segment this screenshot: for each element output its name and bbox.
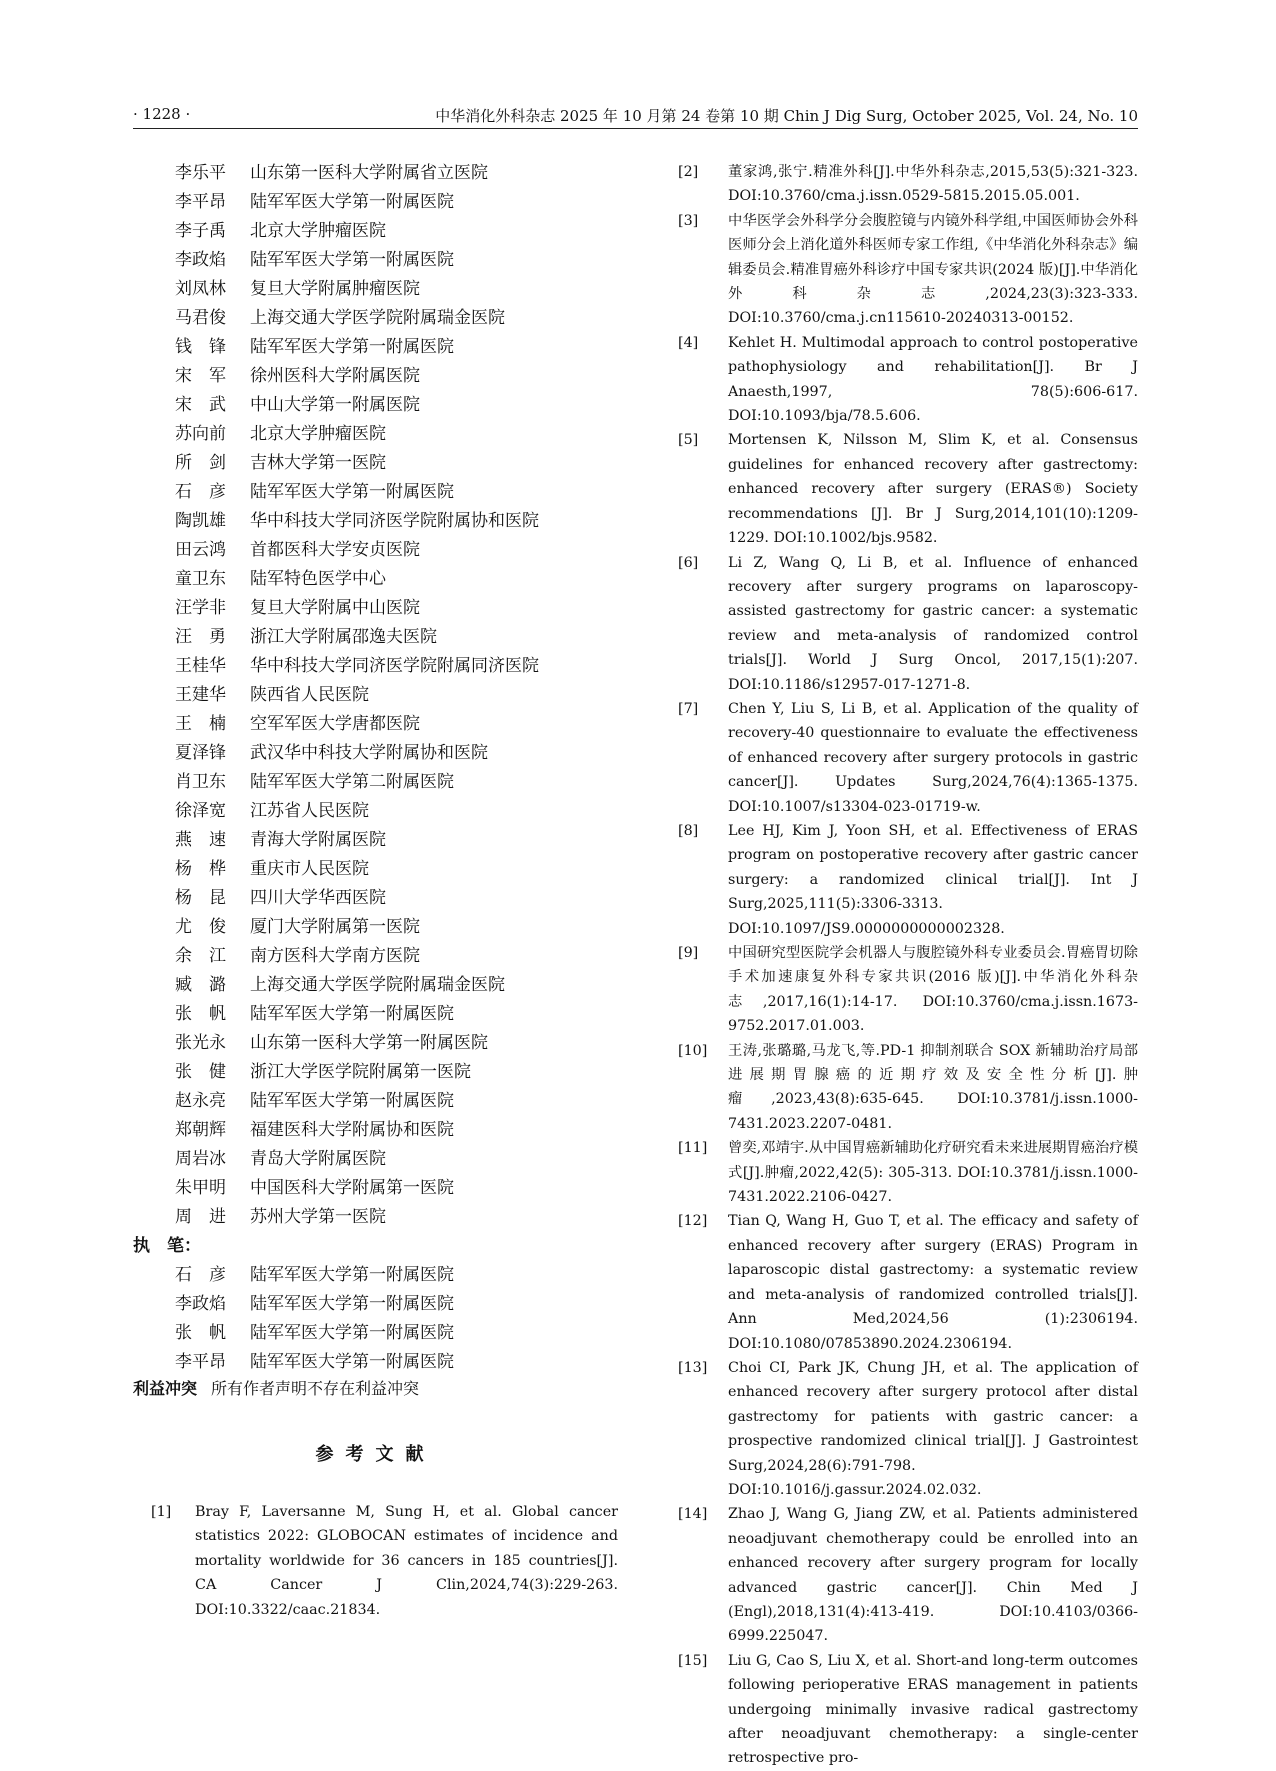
reference-text: 董家鸿,张宁.精准外科[J].中华外科杂志,2015,53(5):321-323. DOI:10.3760/cma.j.issn.0529-5815.2015.05.001. <box>728 164 1138 205</box>
member-affiliation: 厦门大学附属第一医院 <box>250 917 420 937</box>
reference-list-right <box>662 160 1138 1771</box>
member-name: 石 彦 <box>175 1265 226 1285</box>
reference-text: Bray F, Laversanne M, Sung H, et al. Global cancer statistics 2022: GLOBOCAN estimates of incidence and mortality worldwide for 36 cancers in 185 countries[J]. CA Cancer J Clin,2024,74(3):229-263. DOI:10.3322/caac.21834. <box>195 1504 618 1618</box>
member-affiliation: 陆军军医大学第一附属医院 <box>250 1352 454 1372</box>
member-name: 臧 潞 <box>175 975 226 995</box>
member-row <box>133 680 618 709</box>
member-row <box>133 622 618 651</box>
reference-number: [4] <box>678 334 699 351</box>
member-row <box>133 1289 618 1318</box>
reference-number: [14] <box>678 1506 708 1523</box>
reference-number: [10] <box>678 1042 708 1059</box>
member-row <box>133 767 618 796</box>
reference-item <box>662 1136 1138 1209</box>
member-affiliation: 华中科技大学同济医学院附属协和医院 <box>250 511 539 531</box>
reference-number: [2] <box>678 164 699 180</box>
reference-text: Liu G, Cao S, Liu X, et al. Short-and long-term outcomes following perioperative ERAS management in patients undergoing minimally invasive radical gastrectomy after neoadjuvant chemotherapy: a single-center retrospective pro- <box>728 1652 1138 1767</box>
reference-text: Choi CI, Park JK, Chung JH, et al. The application of enhanced recovery after surgery protocol after distal gastrectomy for patients with gastric cancer: a prospective randomized clinical trial[J]. J Gastrointest Surg,2024,28(6):791-798. DOI:10.1016/j.gassur.2024.02.032. <box>728 1359 1138 1498</box>
member-name: 朱甲明 <box>175 1178 226 1198</box>
member-affiliation: 武汉华中科技大学附属协和医院 <box>250 743 488 763</box>
member-affiliation: 浙江大学附属邵逸夫医院 <box>250 627 437 647</box>
conflict-label: 利益冲突 <box>133 1379 198 1398</box>
reference-item <box>662 1209 1138 1355</box>
reference-text: 中国研究型医院学会机器人与腹腔镜外科专业委员会.胃癌胃切除手术加速康复外科专家共识(2016 版)[J].中华消化外科杂志,2017,16(1):14-17. DOI:10.3760/cma.j.issn.1673-9752.2017.01.003. <box>728 945 1138 1035</box>
member-row <box>133 419 618 448</box>
member-name: 李平昂 <box>175 1352 226 1372</box>
member-row <box>133 1057 618 1086</box>
member-name: 燕 速 <box>175 830 226 850</box>
member-row <box>133 999 618 1028</box>
member-name: 张 帆 <box>175 1323 226 1343</box>
member-affiliation: 福建医科大学附属协和医院 <box>250 1120 454 1140</box>
member-name: 石 彦 <box>175 482 226 502</box>
member-name: 余 江 <box>175 946 226 966</box>
member-name: 马君俊 <box>175 308 226 328</box>
member-name: 钱 锋 <box>175 337 226 357</box>
member-name: 所 剑 <box>175 453 226 473</box>
member-affiliation: 中国医科大学附属第一医院 <box>250 1178 454 1198</box>
member-affiliation: 徐州医科大学附属医院 <box>250 366 420 386</box>
reference-text: 曾奕,邓靖宇.从中国胃癌新辅助化疗研究看未来进展期胃癌治疗模式[J].肿瘤,2022,42(5): 305-313. DOI:10.3781/j.issn.1000-7431.2022.2106-0427. <box>728 1140 1138 1206</box>
member-affiliation: 青岛大学附属医院 <box>250 1149 386 1169</box>
member-affiliation: 陆军军医大学第一附属医院 <box>250 1323 454 1343</box>
member-affiliation: 空军军医大学唐都医院 <box>250 714 420 734</box>
member-row <box>133 1028 618 1057</box>
member-row <box>133 912 618 941</box>
member-name: 汪学非 <box>175 598 226 618</box>
member-affiliation: 陆军军医大学第一附属医院 <box>250 250 454 270</box>
member-row <box>133 709 618 738</box>
member-row <box>133 564 618 593</box>
member-name: 张 健 <box>175 1062 226 1082</box>
member-name: 周 进 <box>175 1207 226 1227</box>
reference-item <box>662 697 1138 819</box>
member-name: 张 帆 <box>175 1004 226 1024</box>
reference-number: [8] <box>678 822 699 839</box>
member-row <box>133 303 618 332</box>
member-name: 张光永 <box>175 1033 226 1053</box>
member-affiliation: 浙江大学医学院附属第一医院 <box>250 1062 471 1082</box>
reference-text: Tian Q, Wang H, Guo T, et al. The efficacy and safety of enhanced recovery after surgery (ERAS) Program in laparoscopic distal gastrectomy: a systematic review and meta-analysis of randomized controlled trials[J]. Ann Med,2024,56 (1):2306194. DOI:10.1080/07853890.2024.2306194. <box>728 1213 1138 1352</box>
member-affiliation: 重庆市人民医院 <box>250 859 369 879</box>
member-row <box>133 390 618 419</box>
reference-text: Mortensen K, Nilsson M, Slim K, et al. Consensus guidelines for enhanced recovery after gastrectomy: enhanced recovery after surgery (ERAS®) Society recommendations [J]. Br J Surg,2014,101(10):1209-1229. DOI:10.1002/bjs.9582. <box>728 432 1138 547</box>
reference-number: [13] <box>678 1359 708 1376</box>
reference-number: [5] <box>678 432 699 449</box>
reference-text: Lee HJ, Kim J, Yoon SH, et al. Effectiveness of ERAS program on postoperative recovery after gastric cancer surgery: a randomized clinical trial[J]. Int J Surg,2025,111(5):3306-3313. DOI:10.1097/JS9.0000000000002328. <box>728 822 1138 937</box>
member-name: 李政焰 <box>175 1294 226 1314</box>
member-affiliation: 上海交通大学医学院附属瑞金医院 <box>250 975 505 995</box>
member-name: 杨 昆 <box>175 888 226 908</box>
member-row <box>133 158 618 187</box>
reference-text: 王涛,张璐璐,马龙飞,等.PD-1 抑制剂联合 SOX 新辅助治疗局部进展期胃腺癌的近期疗效及安全性分析[J].肿瘤,2023,43(8):635-645. DOI:10.3781/j.issn.1000-7431.2023.2207-0481. <box>728 1042 1138 1132</box>
reference-number: [6] <box>678 554 699 571</box>
member-row <box>133 1318 618 1347</box>
member-row <box>133 883 618 912</box>
right-column <box>662 160 1138 1771</box>
member-row <box>133 796 618 825</box>
reference-text: Li Z, Wang Q, Li B, et al. Influence of enhanced recovery after surgery programs on laparoscopy-assisted gastrectomy for gastric cancer: a systematic review and meta-analysis of randomized control trials[J]. World J Surg Oncol, 2017,15(1):207. DOI:10.1186/s12957-017-1271-8. <box>728 554 1138 693</box>
member-affiliation: 青海大学附属医院 <box>250 830 386 850</box>
member-row <box>133 332 618 361</box>
reference-number: [1] <box>151 1504 172 1520</box>
member-affiliation: 北京大学肿瘤医院 <box>250 221 386 241</box>
member-name: 杨 桦 <box>175 859 226 879</box>
member-row <box>133 535 618 564</box>
member-affiliation: 陆军军医大学第一附属医院 <box>250 1091 454 1111</box>
member-name: 赵永亮 <box>175 1091 226 1111</box>
member-affiliation: 首都医科大学安贞医院 <box>250 540 420 560</box>
member-name: 肖卫东 <box>175 772 226 792</box>
reference-item <box>133 1500 618 1622</box>
member-affiliation: 四川大学华西医院 <box>250 888 386 908</box>
member-affiliation: 陆军军医大学第二附属医院 <box>250 772 454 792</box>
committee-member-list <box>133 158 618 1231</box>
member-row <box>133 1260 618 1289</box>
member-name: 田云鸿 <box>175 540 226 560</box>
conflict-text: 所有作者声明不存在利益冲突 <box>211 1379 420 1398</box>
member-row <box>133 651 618 680</box>
member-affiliation: 中山大学第一附属医院 <box>250 395 420 415</box>
member-affiliation: 陆军军医大学第一附属医院 <box>250 1004 454 1024</box>
reference-item <box>662 331 1138 429</box>
member-row <box>133 361 618 390</box>
reference-item <box>662 819 1138 941</box>
reference-item <box>662 428 1138 550</box>
page-number: · 1228 · <box>133 105 191 123</box>
member-row <box>133 477 618 506</box>
reference-item <box>662 209 1138 331</box>
reference-number: [9] <box>678 945 699 961</box>
member-row <box>133 593 618 622</box>
member-affiliation: 陆军军医大学第一附属医院 <box>250 192 454 212</box>
member-affiliation: 南方医科大学南方医院 <box>250 946 420 966</box>
member-affiliation: 山东第一医科大学第一附属医院 <box>250 1033 488 1053</box>
left-column <box>133 158 618 1622</box>
reference-number: [7] <box>678 700 699 717</box>
member-row <box>133 1115 618 1144</box>
member-row <box>133 1144 618 1173</box>
member-affiliation: 吉林大学第一医院 <box>250 453 386 473</box>
member-affiliation: 陆军军医大学第一附属医院 <box>250 1294 454 1314</box>
member-name: 王 楠 <box>175 714 226 734</box>
member-row <box>133 1173 618 1202</box>
reference-text: Kehlet H. Multimodal approach to control postoperative pathophysiology and rehabilitation[J]. Br J Anaesth,1997, 78(5):606-617. DOI:10.1093/bja/78.5.606. <box>728 334 1138 425</box>
journal-running-head: 中华消化外科杂志 2025 年 10 月第 24 卷第 10 期 Chin J Dig Surg, October 2025, Vol. 24, No. 10 <box>435 107 1138 125</box>
member-affiliation: 北京大学肿瘤医院 <box>250 424 386 444</box>
member-affiliation: 上海交通大学医学院附属瑞金医院 <box>250 308 505 328</box>
reference-item <box>662 1502 1138 1648</box>
member-row <box>133 970 618 999</box>
reference-item <box>662 941 1138 1039</box>
member-name: 宋 军 <box>175 366 226 386</box>
reference-number: [12] <box>678 1213 708 1230</box>
member-row <box>133 506 618 535</box>
member-row <box>133 941 618 970</box>
member-name: 李子禹 <box>175 221 226 241</box>
member-name: 童卫东 <box>175 569 226 589</box>
member-name: 汪 勇 <box>175 627 226 647</box>
reference-item <box>662 1356 1138 1502</box>
member-row <box>133 448 618 477</box>
member-name: 夏泽锋 <box>175 743 226 763</box>
member-name: 徐泽宽 <box>175 801 226 821</box>
member-affiliation: 苏州大学第一医院 <box>250 1207 386 1227</box>
reference-number: [3] <box>678 212 699 229</box>
member-affiliation: 陆军军医大学第一附属医院 <box>250 482 454 502</box>
reference-item <box>662 160 1138 209</box>
page-header <box>133 103 1138 129</box>
member-row <box>133 825 618 854</box>
member-row <box>133 1086 618 1115</box>
member-name: 王建华 <box>175 685 226 705</box>
conflict-of-interest <box>133 1376 618 1408</box>
reference-item <box>662 551 1138 697</box>
member-affiliation: 陕西省人民医院 <box>250 685 369 705</box>
member-affiliation: 江苏省人民医院 <box>250 801 369 821</box>
member-row <box>133 187 618 216</box>
member-row <box>133 1202 618 1231</box>
header-rule <box>133 128 1138 129</box>
member-name: 尤 俊 <box>175 917 226 937</box>
member-name: 周岩冰 <box>175 1149 226 1169</box>
member-name: 陶凯雄 <box>175 511 226 531</box>
reference-list-left <box>133 1500 618 1622</box>
member-affiliation: 陆军军医大学第一附属医院 <box>250 337 454 357</box>
member-row <box>133 245 618 274</box>
member-affiliation: 复旦大学附属肿瘤医院 <box>250 279 420 299</box>
member-row <box>133 1347 618 1376</box>
reference-item <box>662 1649 1138 1771</box>
member-affiliation: 陆军特色医学中心 <box>250 569 386 589</box>
writer-list <box>133 1260 618 1376</box>
member-row <box>133 274 618 303</box>
reference-number: [11] <box>678 1140 708 1157</box>
writers-label: 执 笔： <box>133 1236 201 1256</box>
reference-text: Zhao J, Wang G, Jiang ZW, et al. Patients administered neoadjuvant chemotherapy could be enrolled into an enhanced recovery after surgery program for locally advanced gastric cancer[J]. Chin Med J (Engl),2018,131(4):413-419. DOI:10.4103/0366-6999.225047. <box>728 1506 1138 1645</box>
member-affiliation: 陆军军医大学第一附属医院 <box>250 1265 454 1285</box>
member-name: 苏向前 <box>175 424 226 444</box>
reference-text: Chen Y, Liu S, Li B, et al. Application of the quality of recovery-40 questionnaire to evaluate the effectiveness of enhanced recovery after surgery protocols in gastric cancer[J]. Updates Surg,2024,76(4):1365-1375. DOI:10.1007/s13304-023-01719-w. <box>728 700 1138 815</box>
member-affiliation: 华中科技大学同济医学院附属同济医院 <box>250 656 539 676</box>
reference-text: 中华医学会外科学分会腹腔镜与内镜外科学组,中国医师协会外科医师分会上消化道外科医师专家工作组,《中华消化外科杂志》编辑委员会.精准胃癌外科诊疗中国专家共识(2024 版)[J].中华消化外科杂志,2024,23(3):323-333. DOI:10.3760/cma.j.cn115610-20240313-00152. <box>728 212 1138 327</box>
member-name: 李乐平 <box>175 163 226 183</box>
member-row <box>133 738 618 767</box>
member-row <box>133 854 618 883</box>
member-name: 宋 武 <box>175 395 226 415</box>
member-affiliation: 复旦大学附属中山医院 <box>250 598 420 618</box>
member-name: 李平昂 <box>175 192 226 212</box>
references-title: 参考文献 <box>315 1444 436 1465</box>
member-name: 郑朝辉 <box>175 1120 226 1140</box>
reference-item <box>662 1039 1138 1137</box>
member-name: 王桂华 <box>175 656 226 676</box>
member-name: 李政焰 <box>175 250 226 270</box>
member-affiliation: 山东第一医科大学附属省立医院 <box>250 163 488 183</box>
reference-number: [15] <box>678 1652 708 1669</box>
member-row <box>133 216 618 245</box>
member-name: 刘凤林 <box>175 279 226 299</box>
